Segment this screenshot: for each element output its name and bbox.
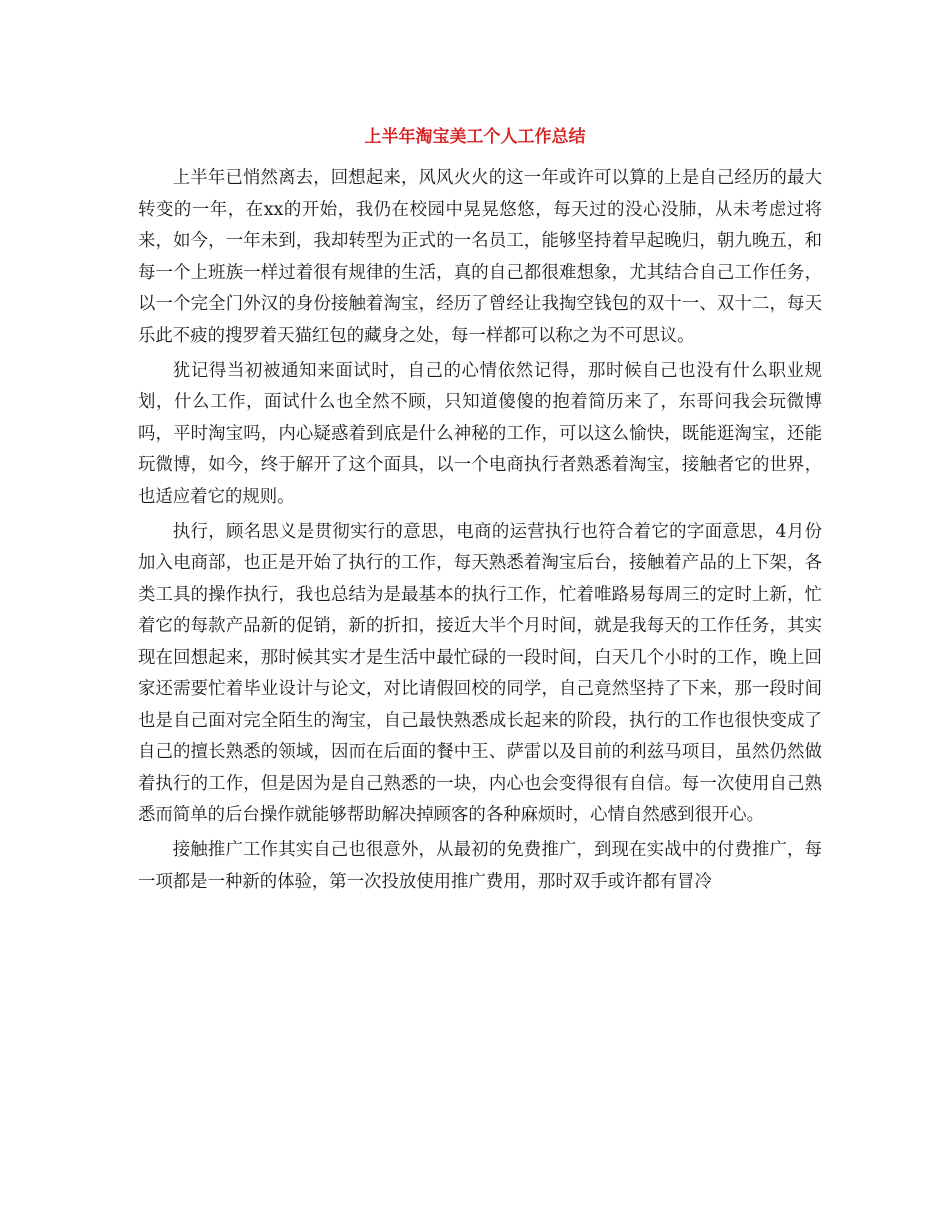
document-title: 上半年淘宝美工个人工作总结 xyxy=(364,127,586,147)
paragraph-4: 接触推广工作其实自己也很意外，从最初的免费推广，到现在实战中的付费推广，每一项都是一种新的体验，第一次投放使用推广费用，那时双手或许都有冒冷 xyxy=(138,840,822,892)
paragraph-1: 上半年已悄然离去，回想起来，风风火火的这一年或许可以算的上是自己经历的最大转变的一年，在xx的开始，我仍在校园中晃晃悠悠，每天过的没心没肺，从未考虑过将来，如今，一年未到，我却转型为正式的一名员工，能够坚持着早起晚归，朝九晚五，和每一个上班族一样过着很有规律的生活，真的自己都很难想象，尤其结合自己工作任务，以一个完全门外汉的身份接触着淘宝，经历了曾经让我掏空钱包的双十一、双十二，每天乐此不疲的搜罗着天猫红包的藏身之处，每一样都可以称之为不可思议。 xyxy=(138,168,822,346)
paragraph-2: 犹记得当初被通知来面试时，自己的心情依然记得，那时候自己也没有什么职业规划，什么工作，面试什么也全然不顾，只知道傻傻的抱着简历来了，东哥问我会玩微博吗，平时淘宝吗，内心疑惑着到底是什么神秘的工作，可以这么愉快，既能逛淘宝，还能玩微博，如今，终于解开了这个面具，以一个电商执行者熟悉着淘宝，接触者它的世界，也适应着它的规则。 xyxy=(138,360,822,507)
paragraph-3: 执行，顾名思义是贯彻实行的意思，电商的运营执行也符合着它的字面意思，4月份加入电商部，也正是开始了执行的工作，每天熟悉着淘宝后台，接触着产品的上下架，各类工具的操作执行，我也总结为是最基本的执行工作，忙着唯路易每周三的定时上新，忙着它的每款产品新的促销，新的折扣，接近大半个月时间，就是我每天的工作任务，其实现在回想起来，那时候其实才是生活中最忙碌的一段时间，白天几个小时的工作，晚上回家还需要忙着毕业设计与论文，对比请假回校的同学，自己竟然坚持了下来，那一段时间也是自己面对完全陌生的淘宝，自己最快熟悉成长起来的阶段，执行的工作也很快变成了自己的擅长熟悉的领域，因而在后面的餐中王、萨雷以及目前的利兹马项目，虽然仍然做着执行的工作，但是因为是自己熟悉的一块，内心也会变得很有自信。每一次使用自己熟悉而简单的后台操作就能够帮助解决掉顾客的各种麻烦时，心情自然感到很开心。 xyxy=(138,521,822,825)
document-body xyxy=(138,163,822,902)
